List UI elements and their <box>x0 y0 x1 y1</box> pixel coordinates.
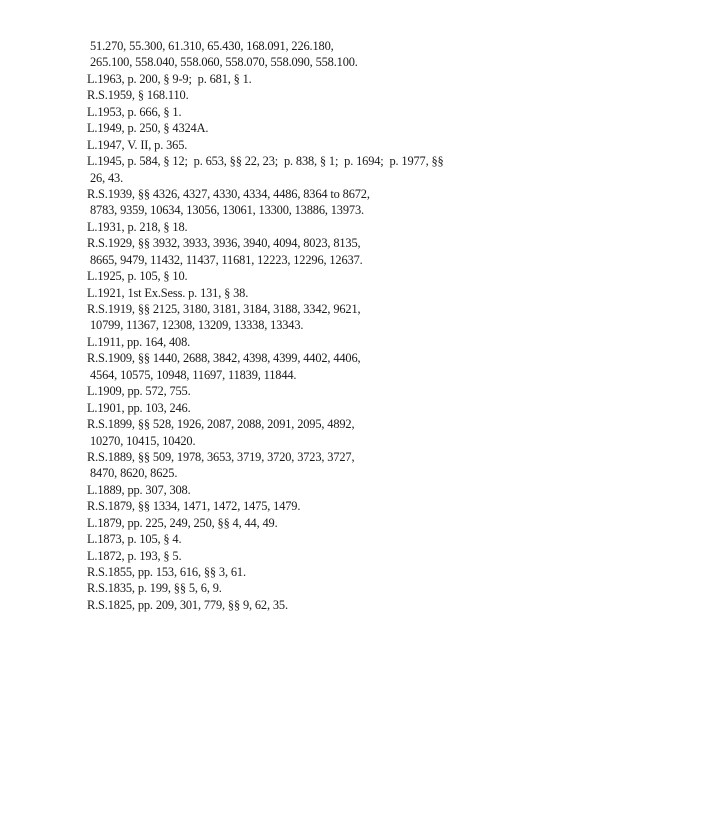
citation-line: L.1873, p. 105, § 4. <box>87 532 182 547</box>
citation-continuation-line: 10270, 10415, 10420. <box>90 433 196 448</box>
citation-continuation-line: 4564, 10575, 10948, 11697, 11839, 11844. <box>90 367 297 382</box>
citation-line: L.1911, pp. 164, 408. <box>87 334 191 349</box>
citation-line: L.1889, pp. 307, 308. <box>87 482 191 497</box>
citation-continuation-line: 8470, 8620, 8625. <box>90 466 178 481</box>
citation-line: L.1947, V. II, p. 365. <box>87 137 188 152</box>
citation-line: L.1909, pp. 572, 755. <box>87 384 191 399</box>
citation-line: L.1925, p. 105, § 10. <box>87 269 188 284</box>
citation-line: R.S.1825, pp. 209, 301, 779, §§ 9, 62, 35. <box>87 597 288 612</box>
citation-line: R.S.1879, §§ 1334, 1471, 1472, 1475, 1479. <box>87 499 301 514</box>
citation-continuation-line: 51.270, 55.300, 61.310, 65.430, 168.091, 226.180, <box>90 39 334 53</box>
citation-continuation-line: 26, 43. <box>90 170 124 185</box>
citation-continuation-line: 265.100, 558.040, 558.060, 558.070, 558.090, 558.100. <box>90 55 358 70</box>
citation-line: L.1931, p. 218, § 18. <box>87 219 188 234</box>
citation-line: L.1872, p. 193, § 5. <box>87 548 182 563</box>
citation-line: R.S.1939, §§ 4326, 4327, 4330, 4334, 4486, 8364 to 8672, <box>87 186 370 201</box>
citation-list <box>87 38 607 613</box>
citation-line: R.S.1835, p. 199, §§ 5, 6, 9. <box>87 581 222 596</box>
citation-line: L.1901, pp. 103, 246. <box>87 400 191 415</box>
citation-line: L.1879, pp. 225, 249, 250, §§ 4, 44, 49. <box>87 515 278 530</box>
citation-line: R.S.1959, § 168.110. <box>87 88 189 103</box>
citation-line: R.S.1889, §§ 509, 1978, 3653, 3719, 3720, 3723, 3727, <box>87 449 355 464</box>
citation-line: L.1963, p. 200, § 9-9; p. 681, § 1. <box>87 71 252 86</box>
citation-line: L.1945, p. 584, § 12; p. 653, §§ 22, 23; p. 838, § 1; p. 1694; p. 1977, §§ <box>87 154 444 169</box>
citation-line: L.1921, 1st Ex.Sess. p. 131, § 38. <box>87 285 249 300</box>
citation-continuation-line: 8783, 9359, 10634, 13056, 13061, 13300, 13886, 13973. <box>90 203 364 218</box>
citation-line: L.1953, p. 666, § 1. <box>87 104 182 119</box>
citation-line: R.S.1855, pp. 153, 616, §§ 3, 61. <box>87 565 246 579</box>
citation-line: R.S.1909, §§ 1440, 2688, 3842, 4398, 4399, 4402, 4406, <box>87 351 361 366</box>
citation-continuation-line: 8665, 9479, 11432, 11437, 11681, 12223, 12296, 12637. <box>90 252 363 267</box>
citation-line: R.S.1899, §§ 528, 1926, 2087, 2088, 2091, 2095, 4892, <box>87 417 355 432</box>
citation-line: R.S.1919, §§ 2125, 3180, 3181, 3184, 3188, 3342, 9621, <box>87 302 361 316</box>
citation-line: L.1949, p. 250, § 4324A. <box>87 121 209 136</box>
citation-continuation-line: 10799, 11367, 12308, 13209, 13338, 13343. <box>90 318 304 333</box>
citation-line: R.S.1929, §§ 3932, 3933, 3936, 3940, 4094, 8023, 8135, <box>87 236 361 251</box>
